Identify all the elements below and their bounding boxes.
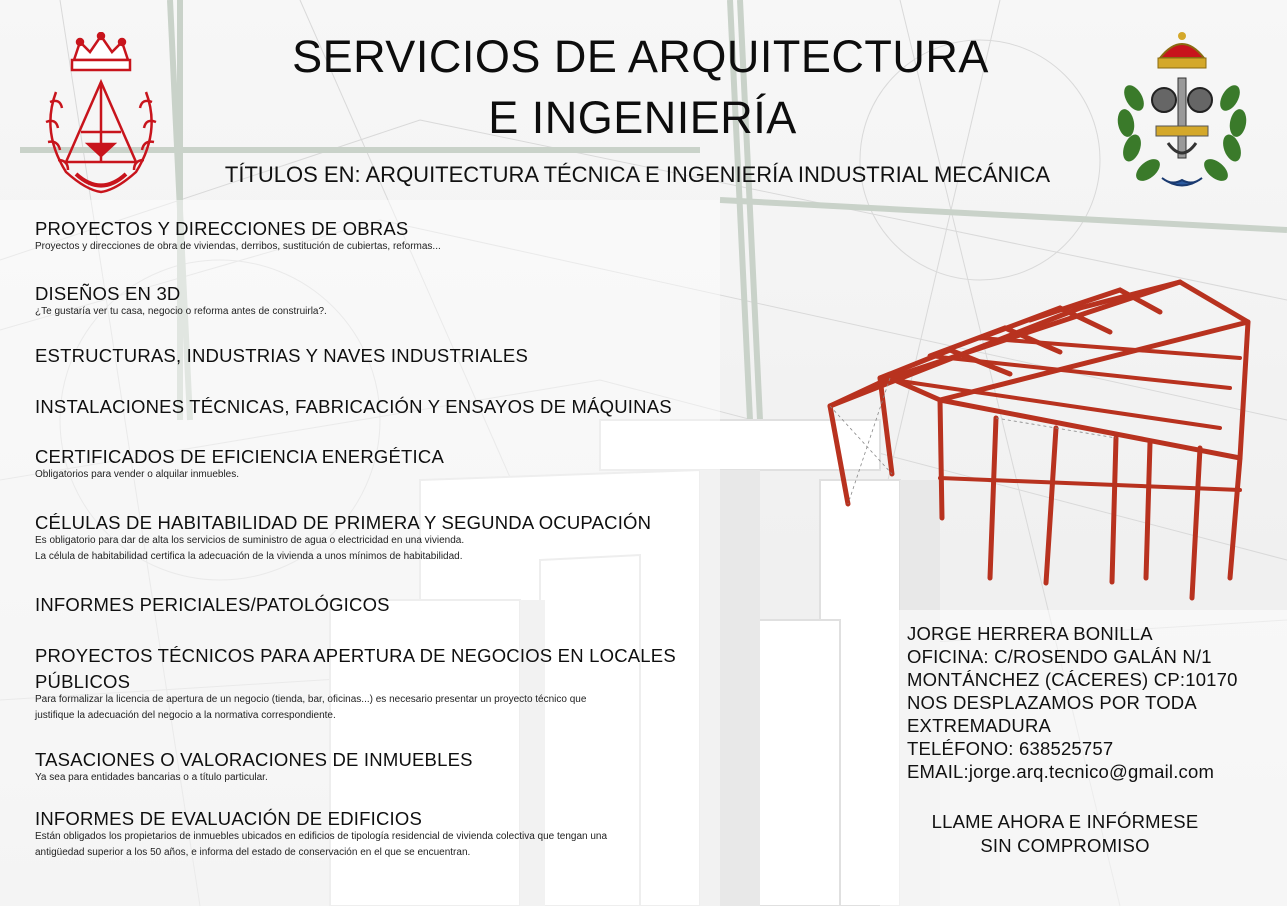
call-to-action bbox=[900, 810, 1230, 858]
service-item bbox=[35, 510, 735, 565]
service-title: PROYECTOS Y DIRECCIONES DE OBRAS bbox=[35, 218, 409, 239]
service-description: La célula de habitabilidad certifica la adecuación de la vivienda a unos mínimos de habitabilidad. bbox=[35, 551, 463, 562]
service-title: PROYECTOS TÉCNICOS PARA APERTURA DE NEGOCIOS EN LOCALES bbox=[35, 645, 676, 666]
service-description: Proyectos y direcciones de obra de viviendas, derribos, sustitución de cubiertas, reformas... bbox=[35, 241, 441, 252]
service-description: Obligatorios para vender o alquilar inmuebles. bbox=[35, 469, 240, 480]
qualifications-subtitle: TÍTULOS EN: ARQUITECTURA TÉCNICA E INGENIERÍA INDUSTRIAL MECÁNICA bbox=[224, 162, 1051, 187]
service-item bbox=[35, 643, 735, 724]
service-title: CÉLULAS DE HABITABILIDAD DE PRIMERA Y SEGUNDA OCUPACIÓN bbox=[35, 512, 652, 533]
cta-line1: LLAME AHORA E INFÓRMESE bbox=[931, 811, 1199, 832]
steel-frame-warehouse-illustration bbox=[820, 278, 1260, 608]
service-title: TASACIONES O VALORACIONES DE INMUEBLES bbox=[35, 749, 473, 770]
service-item bbox=[35, 216, 735, 255]
cta-line2: SIN COMPROMISO bbox=[980, 835, 1150, 856]
contact-name: JORGE HERRERA BONILLA bbox=[907, 623, 1153, 644]
service-description: justifique la adecuación del negocio a la normativa correspondiente. bbox=[35, 710, 336, 721]
service-title: INSTALACIONES TÉCNICAS, FABRICACIÓN Y ENSAYOS DE MÁQUINAS bbox=[35, 396, 672, 417]
service-description: Es obligatorio para dar de alta los servicios de suministro de agua o electricidad en una vivienda. bbox=[35, 535, 465, 546]
service-title: DISEÑOS EN 3D bbox=[35, 283, 181, 304]
service-item bbox=[35, 394, 735, 420]
service-item bbox=[35, 281, 735, 320]
contact-block bbox=[907, 622, 1267, 783]
service-title: INFORMES PERICIALES/PATOLÓGICOS bbox=[35, 594, 390, 615]
service-description: Para formalizar la licencia de apertura de un negocio (tienda, bar, oficinas...) es necesario presentar un proyecto técnico que bbox=[35, 694, 587, 705]
service-title-continued: PÚBLICOS bbox=[35, 671, 131, 692]
service-description: antigüedad superior a los 50 años, e informa del estado de conservación en el que se encuentran. bbox=[35, 847, 471, 858]
service-item bbox=[35, 343, 735, 369]
service-title: INFORMES DE EVALUACIÓN DE EDIFICIOS bbox=[35, 808, 422, 829]
contact-travel-line2: EXTREMADURA bbox=[907, 715, 1052, 736]
service-item bbox=[35, 592, 735, 618]
page-title-line1: SERVICIOS DE ARQUITECTURA bbox=[292, 31, 989, 82]
service-title: ESTRUCTURAS, INDUSTRIAS Y NAVES INDUSTRIALES bbox=[35, 345, 528, 366]
page-title-line2: E INGENIERÍA bbox=[488, 92, 797, 143]
service-item bbox=[35, 747, 735, 786]
service-description: Ya sea para entidades bancarias o a título particular. bbox=[35, 772, 268, 783]
contact-travel-line1: NOS DESPLAZAMOS POR TODA bbox=[907, 692, 1197, 713]
contact-phone: TELÉFONO: 638525757 bbox=[907, 738, 1114, 759]
contact-city: MONTÁNCHEZ (CÁCERES) CP:10170 bbox=[907, 669, 1238, 690]
contact-office: OFICINA: C/ROSENDO GALÁN N/1 bbox=[907, 646, 1212, 667]
service-title: CERTIFICADOS DE EFICIENCIA ENERGÉTICA bbox=[35, 446, 444, 467]
service-item bbox=[35, 806, 735, 861]
service-description: ¿Te gustaría ver tu casa, negocio o reforma antes de construirla?. bbox=[35, 306, 327, 317]
service-description: Están obligados los propietarios de inmuebles ubicados en edificios de tipología residencial de vivienda colectiva que tengan una bbox=[35, 831, 608, 842]
contact-email: EMAIL:jorge.arq.tecnico@gmail.com bbox=[907, 761, 1215, 782]
service-item bbox=[35, 444, 735, 483]
